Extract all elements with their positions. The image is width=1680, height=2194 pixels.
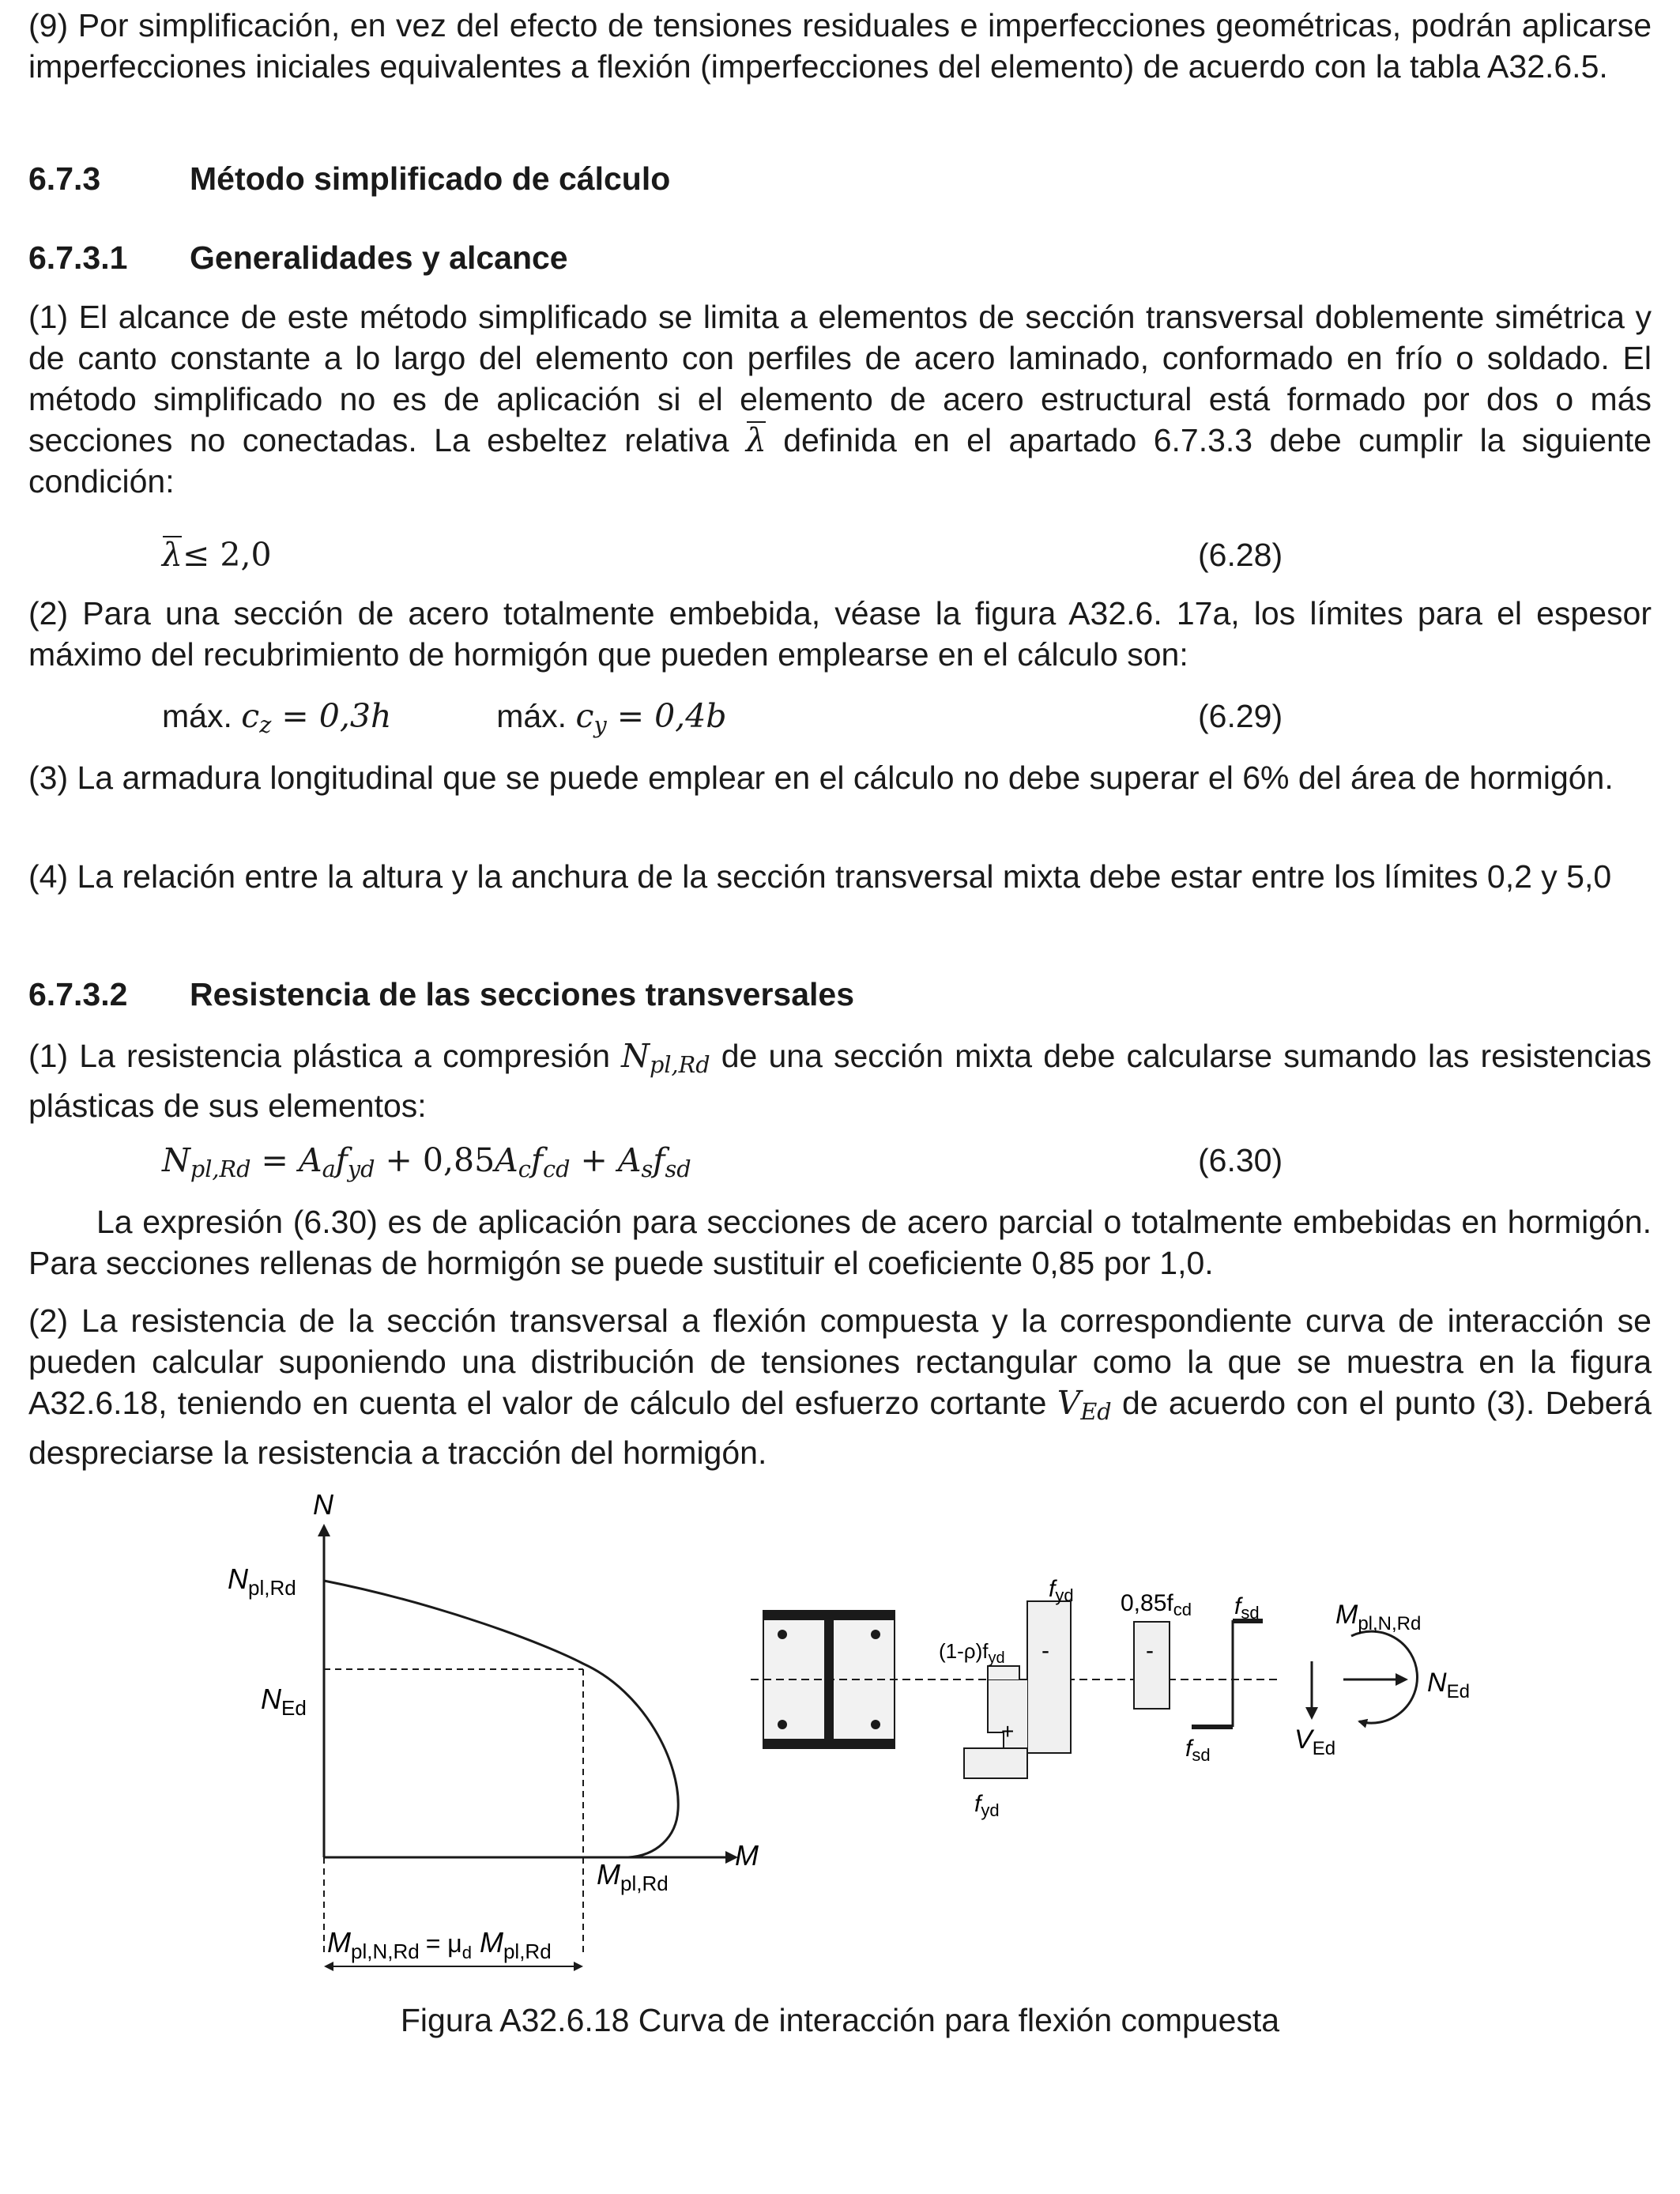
fsd-top-label: $f_{sd}$ <box>1234 1593 1260 1623</box>
interaction-curve <box>324 1581 678 1857</box>
paragraph-text: definida en el apartado 6.7.3.3 debe cumplir la siguiente condición: <box>28 422 1652 499</box>
max-label: máx. <box>496 698 567 734</box>
equation-6-29 <box>162 696 1300 745</box>
rebar-tension-stress <box>1192 1725 1233 1729</box>
steel-compression-block <box>1027 1601 1071 1753</box>
minus-sign: - <box>1146 1638 1154 1664</box>
section-number: 6.7.3.2 <box>28 976 128 1012</box>
section-heading-6-7-3-2 <box>28 974 854 1015</box>
rebar <box>778 1630 787 1639</box>
equation-number: (6.28) <box>1198 537 1283 573</box>
paragraph-1-scope <box>28 296 1652 502</box>
paragraph-9: (9) Por simplificación, en vez del efecto de tensiones residuales e imperfecciones geométricas, podrán aplicarse imperfecciones iniciales equivalentes a flexión (imperfecciones del elemento) de acuerdo con la tabla A32.6.5. <box>28 7 1652 85</box>
paragraph-plastic-resistance <box>28 1035 1652 1126</box>
equation-number: (6.29) <box>1198 698 1283 734</box>
paragraph-text: de una sección mixta debe calcularse sumando las resistencias plásticas de sus elementos: <box>28 1038 1652 1125</box>
figure-caption: Figura A32.6.18 Curva de interacción para flexión compuesta <box>400 2002 1280 2038</box>
rebar <box>871 1630 880 1639</box>
top-flange <box>763 1611 895 1620</box>
equation-6-30 <box>162 1140 1300 1189</box>
ned-right-label: $N_{Ed}$ <box>1427 1668 1470 1702</box>
equation-6-28 <box>162 534 1300 575</box>
section-heading-6-7-3 <box>28 158 670 199</box>
ved-label: $V_{Ed}$ <box>1294 1725 1336 1759</box>
section-title: Generalidades y alcance <box>190 239 568 276</box>
paragraph-2-cover: (2) Para una sección de acero totalmente embebida, véase la figura A32.6. 17a, los límites para el espesor máximo del recubrimiento de hormigón que pueden emplearse en el cálculo son: <box>28 595 1652 673</box>
n-plrd-label: $N_{pl,Rd}$ <box>228 1563 296 1600</box>
c-z-symbol: $c_z$ <box>241 697 272 739</box>
interaction-diagram <box>228 1488 759 1966</box>
equation-rhs: = 0,3h <box>271 697 392 735</box>
section-heading-6-7-3-1 <box>28 237 568 278</box>
minus-sign: - <box>1042 1638 1049 1664</box>
n-plrd-symbol: $N_{pl,Rd}$ <box>621 1037 710 1079</box>
c-y-symbol: $c_y$ <box>575 697 607 739</box>
mplnrd-right-label: $M_{pl,N,Rd}$ <box>1335 1600 1422 1634</box>
fyd-bottom-label: $f_{yd}$ <box>974 1791 1000 1820</box>
equation-body: $N_{pl,Rd} = A_af_{yd} + 0,85A_cf_{cd} + A_sf_{sd}$ <box>162 1141 691 1183</box>
section-number: 6.7.3.1 <box>28 239 128 276</box>
equation-rhs: = 0,4b <box>606 697 727 735</box>
rho-fyd-label: $(1-\rho)f_{yd}$ <box>939 1639 1005 1667</box>
section-number: 6.7.3 <box>28 160 101 197</box>
m-plrd-label: $M_{pl,Rd}$ <box>597 1858 669 1895</box>
rebar <box>871 1720 880 1729</box>
paragraph-expression-note: La expresión (6.30) es de aplicación para secciones de acero parcial o totalmente embebidas en hormigón. Para secciones rellenas de hormigón se puede sustituir el coeficiente 0,85 por 1,0. <box>28 1204 1652 1281</box>
lambda-symbol: λ <box>745 421 767 459</box>
paragraph-text: (1) La resistencia plástica a compresión <box>28 1038 622 1074</box>
paragraph-text: (2) La resistencia de la sección transversal a flexión compuesta y la correspondiente curva de interacción se pueden calcular suponiendo una distribución de tensiones rectangular como la que se muestra en la figura A32.6.18, teniendo en cuenta el valor de cálculo del esfuerzo cortante <box>28 1302 1652 1421</box>
paragraph-text: de acuerdo con el punto (3). Deberá despreciarse la resistencia a tracción del hormigón. <box>28 1385 1652 1472</box>
fyd-top-label: $f_{yd}$ <box>1049 1576 1074 1605</box>
figure-interaction-curve <box>0 1478 1680 2031</box>
n-axis-label: N <box>313 1488 333 1521</box>
concrete-stress-block <box>1134 1622 1170 1709</box>
cross-section-diagram <box>751 1576 1470 1820</box>
bottom-flange <box>763 1739 895 1748</box>
lambda-symbol: λ <box>162 536 183 574</box>
section-title: Resistencia de las secciones transversales <box>190 976 855 1012</box>
n-ed-label: $N_{Ed}$ <box>261 1683 307 1720</box>
max-label: máx. <box>162 698 232 734</box>
fcd-label: $0,85f_{cd}$ <box>1121 1590 1192 1619</box>
steel-web-block <box>988 1666 1019 1679</box>
moment-arrow <box>1351 1631 1417 1723</box>
section-title: Método simplificado de cálculo <box>190 160 671 197</box>
m-plnrd-equation-label: $M_{pl,N,Rd} = \mu_d$ $M_{pl,Rd}$ <box>327 1926 552 1963</box>
equation-number: (6.30) <box>1198 1142 1283 1178</box>
fsd-bottom-label: $f_{sd}$ <box>1185 1736 1211 1765</box>
paragraph-4-ratio: (4) La relación entre la altura y la anchura de la sección transversal mixta debe estar entre los límites 0,2 y 5,0 <box>28 858 1612 895</box>
equation-rhs: ≤ 2,0 <box>183 536 272 574</box>
paragraph-3-reinforcement: (3) La armadura longitudinal que se puede emplear en el cálculo no debe superar el 6% del área de hormigón. <box>28 760 1614 796</box>
rebar <box>778 1720 787 1729</box>
paragraph-2-bending <box>28 1300 1652 1473</box>
paragraph-text: (1) El alcance de este método simplificado se limita a elementos de sección transversal doblemente simétrica y de canto constante a lo largo del elemento con perfiles de acero laminado, conformado en frío o soldado. El método simplificado no es de aplicación si el elemento de acero estructural está formado por dos o más secciones no conectadas. La esbeltez relativa <box>28 299 1652 458</box>
plus-sign: + <box>1001 1719 1015 1744</box>
m-axis-label: M <box>735 1839 759 1872</box>
figure-drawing <box>0 1478 1680 2000</box>
v-ed-symbol: $V_{Ed}$ <box>1057 1384 1112 1426</box>
steel-tension-flange-block <box>964 1748 1027 1778</box>
